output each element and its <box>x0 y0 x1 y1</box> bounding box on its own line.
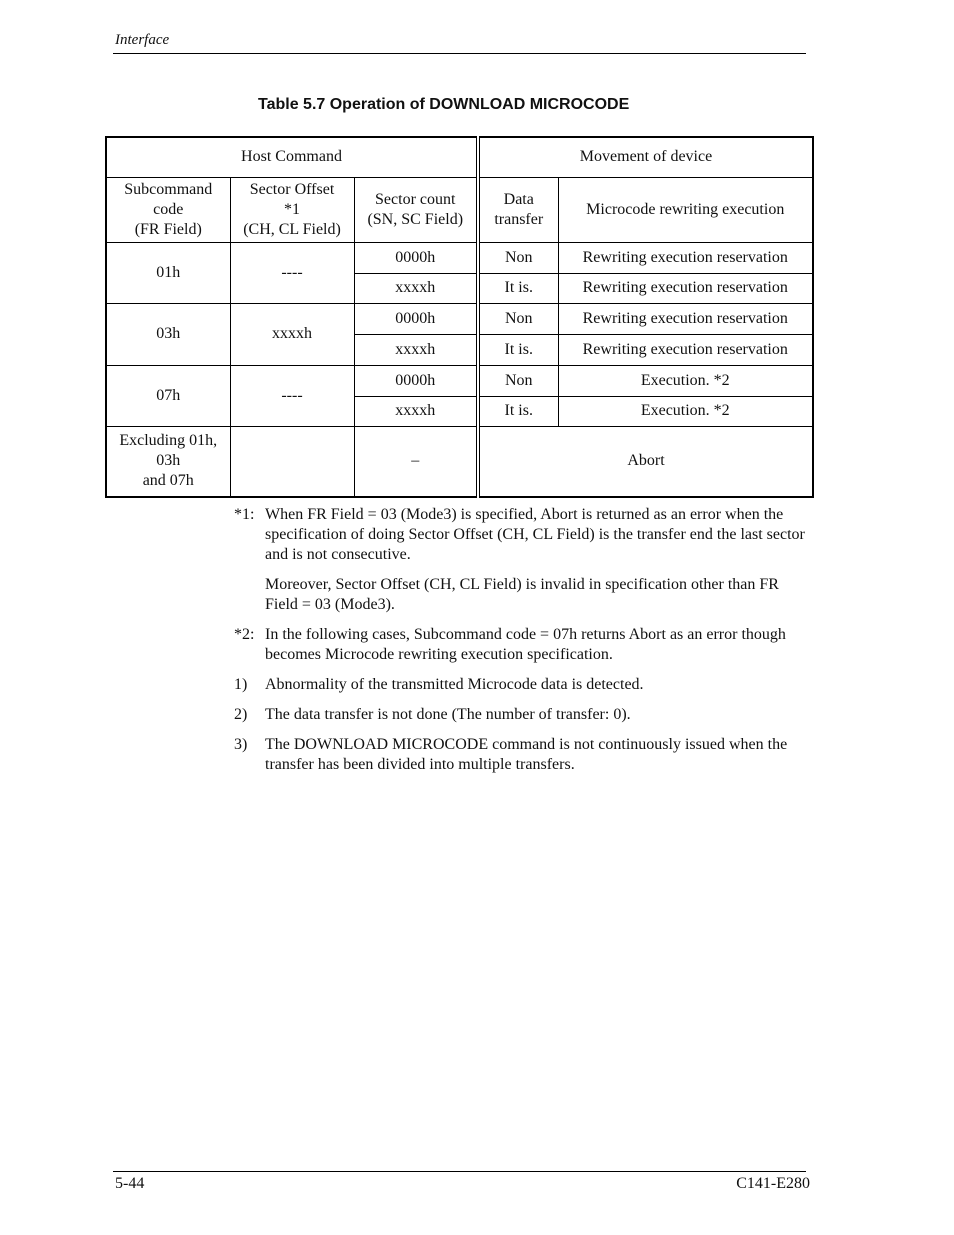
footer-divider <box>113 1171 806 1172</box>
cell-microcode: Rewriting execution reservation <box>558 242 813 273</box>
cell-movement-abort: Abort <box>478 426 813 497</box>
cell-microcode: Rewriting execution reservation <box>558 273 813 303</box>
cell-sector-offset <box>230 426 354 497</box>
running-header: Interface <box>115 32 170 48</box>
cell-data-transfer: Non <box>478 303 558 334</box>
cell-sector-count: – <box>354 426 478 497</box>
page-number: 5-44 <box>115 1175 145 1192</box>
col-header-subcommand: Subcommand code (FR Field) <box>106 177 230 242</box>
table-row <box>106 426 813 497</box>
cell-data-transfer: Non <box>478 242 558 273</box>
list-item-number: 3) <box>234 736 248 753</box>
col-header-sector-count: Sector count (SN, SC Field) <box>354 177 478 242</box>
footnote-1-text <box>265 505 806 565</box>
footnote-1-body: When FR Field = 03 (Mode3) is specified, Abort is returned as an error when the specification of doing Sector Offset (CH, CL Field) is the transfer end the last sector and is not consecutive. <box>265 506 805 563</box>
cell-sector-offset: ---- <box>230 242 354 303</box>
document-id: C141-E280 <box>736 1175 810 1192</box>
list-item-text: The data transfer is not done (The number of transfer: 0). <box>265 706 631 723</box>
list-item-number: 1) <box>234 676 248 693</box>
list-item <box>234 675 806 695</box>
cell-sector-count: xxxxh <box>354 396 478 426</box>
col-header-microcode: Microcode rewriting execution <box>558 177 813 242</box>
cell-subcommand: 03h <box>106 303 230 365</box>
footnote-2-text: In the following cases, Subcommand code = 07h returns Abort as an error though becomes Microcode rewriting execution specification. <box>265 626 786 663</box>
cell-sector-count: xxxxh <box>354 334 478 365</box>
list-item-text: The DOWNLOAD MICROCODE command is not continuously issued when the transfer has been divided into multiple transfers. <box>265 736 788 773</box>
cell-sector-offset: ---- <box>230 365 354 426</box>
col-header-sector-offset: Sector Offset *1 (CH, CL Field) <box>230 177 354 242</box>
cell-sector-count: 0000h <box>354 365 478 396</box>
table-row <box>106 303 813 334</box>
footnote-1-text-2: Moreover, Sector Offset (CH, CL Field) is invalid in specification other than FR Field = 03 (Mode3). <box>265 576 779 613</box>
download-microcode-table <box>105 136 814 498</box>
cell-subcommand: 07h <box>106 365 230 426</box>
table-row <box>106 242 813 273</box>
footnote-2 <box>234 625 806 665</box>
group-header-movement: Movement of device <box>478 137 813 177</box>
header-divider <box>113 53 806 54</box>
cell-sector-count: 0000h <box>354 242 478 273</box>
col-header-data-transfer: Data transfer <box>478 177 558 242</box>
cell-microcode: Execution. *2 <box>558 365 813 396</box>
group-header-host-command: Host Command <box>106 137 478 177</box>
cell-subcommand: 01h <box>106 242 230 303</box>
table-row <box>106 365 813 396</box>
list-item <box>234 705 806 725</box>
list-item-text: Abnormality of the transmitted Microcode data is detected. <box>265 676 644 693</box>
cell-microcode: Rewriting execution reservation <box>558 303 813 334</box>
cell-microcode: Execution. *2 <box>558 396 813 426</box>
cell-data-transfer: It is. <box>478 334 558 365</box>
table-title: Table 5.7 Operation of DOWNLOAD MICROCODE <box>258 96 630 113</box>
footnote-2-mark: *2: <box>234 626 255 643</box>
cell-sector-offset: xxxxh <box>230 303 354 365</box>
list-item-number: 2) <box>234 706 248 723</box>
table-notes <box>234 505 806 785</box>
cell-microcode: Rewriting execution reservation <box>558 334 813 365</box>
cell-data-transfer: Non <box>478 365 558 396</box>
cell-data-transfer: It is. <box>478 396 558 426</box>
cell-data-transfer: It is. <box>478 273 558 303</box>
cell-sector-count: xxxxh <box>354 273 478 303</box>
footnote-1-mark: *1: <box>234 506 255 523</box>
cell-subcommand: Excluding 01h, 03h and 07h <box>106 426 230 497</box>
footnote-1 <box>234 505 806 615</box>
cell-sector-count: 0000h <box>354 303 478 334</box>
list-item <box>234 735 806 775</box>
